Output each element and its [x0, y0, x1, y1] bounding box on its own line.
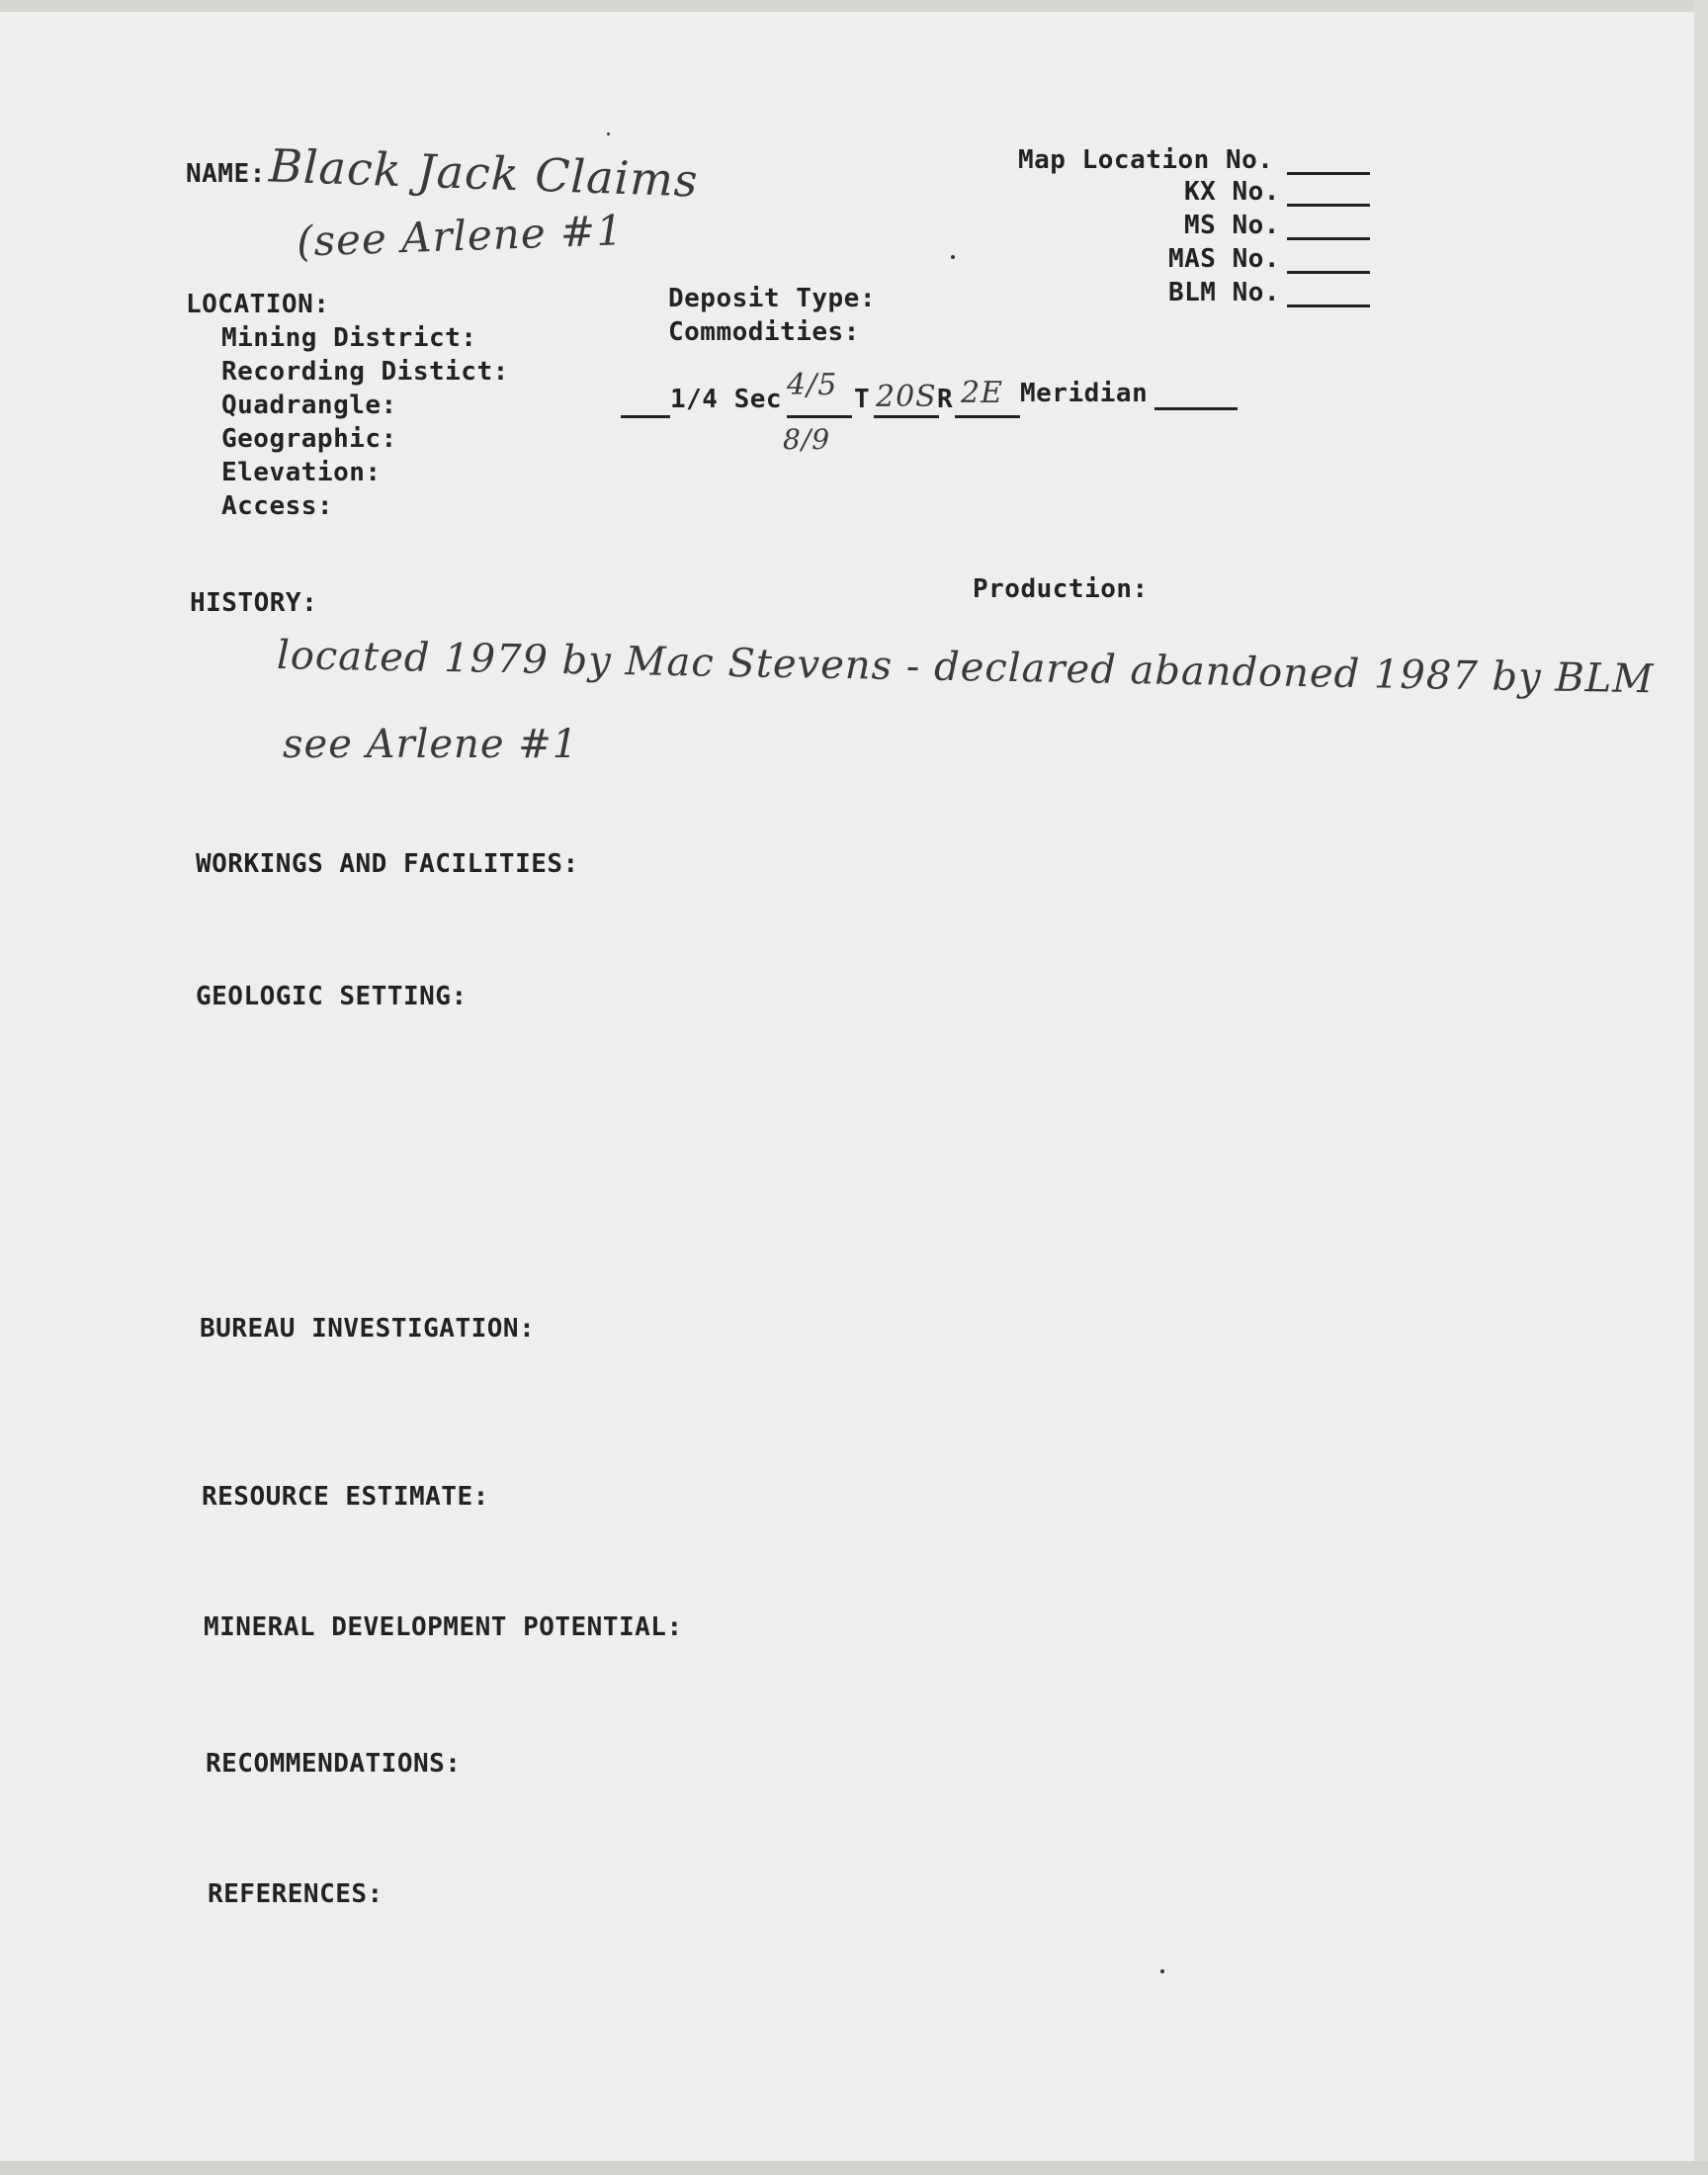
- scan-edge-bottom: [0, 2161, 1708, 2175]
- meridian-blank: [1154, 407, 1238, 410]
- quarter-blank: [621, 415, 670, 418]
- blm-no-blank: [1287, 304, 1370, 307]
- scan-speck: [951, 255, 955, 259]
- mining-district-label: Mining District:: [221, 323, 477, 353]
- production-label: Production:: [973, 574, 1149, 604]
- section-blank: [787, 415, 852, 418]
- name-note-handwritten: (see Arlene #1: [296, 206, 625, 266]
- references-label: REFERENCES:: [208, 1879, 384, 1909]
- geographic-label: Geographic:: [221, 424, 397, 454]
- workings-facilities-label: WORKINGS AND FACILITIES:: [196, 849, 579, 879]
- history-line2-handwritten: see Arlene #1: [283, 722, 579, 767]
- kx-no-label: KX No.: [1184, 177, 1280, 207]
- section-alt-handwritten: 8/9: [783, 423, 831, 456]
- quarter-sec-label: 1/4 Sec: [670, 385, 783, 414]
- deposit-type-label: Deposit Type:: [668, 284, 876, 313]
- mas-no-label: MAS No.: [1168, 244, 1281, 274]
- location-label: LOCATION:: [186, 290, 330, 319]
- resource-estimate-label: RESOURCE ESTIMATE:: [202, 1482, 489, 1512]
- map-location-no-label: Map Location No.: [1018, 145, 1274, 175]
- geologic-setting-label: GEOLOGIC SETTING:: [196, 982, 468, 1011]
- recording-district-label: Recording Distict:: [221, 357, 509, 387]
- map-location-no-blank: [1287, 172, 1370, 175]
- bureau-investigation-label: BUREAU INVESTIGATION:: [200, 1314, 536, 1344]
- name-value-handwritten: Black Jack Claims: [268, 138, 700, 208]
- quadrangle-label: Quadrangle:: [221, 391, 397, 420]
- access-label: Access:: [221, 491, 334, 521]
- ms-no-label: MS No.: [1184, 211, 1280, 240]
- blm-no-label: BLM No.: [1168, 278, 1281, 307]
- scan-edge-top: [0, 0, 1708, 12]
- recommendations-label: RECOMMENDATIONS:: [206, 1749, 462, 1779]
- section-value-handwritten: 4/5: [787, 368, 838, 402]
- township-value-handwritten: 20S: [876, 380, 937, 414]
- mas-no-blank: [1287, 271, 1370, 274]
- scan-edge-right: [1694, 0, 1708, 2175]
- range-blank: [955, 415, 1020, 418]
- history-label: HISTORY:: [190, 588, 318, 618]
- name-label: NAME:: [186, 159, 266, 189]
- range-value-handwritten: 2E: [961, 376, 1003, 410]
- township-blank: [874, 415, 939, 418]
- scan-speck: [607, 132, 610, 135]
- ms-no-blank: [1287, 237, 1370, 240]
- township-label: T: [854, 385, 871, 414]
- kx-no-blank: [1287, 204, 1370, 207]
- scan-speck: [1160, 1969, 1164, 1973]
- commodities-label: Commodities:: [668, 317, 860, 347]
- mineral-development-potential-label: MINERAL DEVELOPMENT POTENTIAL:: [204, 1612, 683, 1642]
- history-line1-handwritten: located 1979 by Mac Stevens - declared abandoned 1987 by BLM: [276, 633, 1655, 703]
- meridian-label: Meridian: [1020, 379, 1149, 408]
- range-label: R: [937, 385, 954, 414]
- elevation-label: Elevation:: [221, 458, 382, 487]
